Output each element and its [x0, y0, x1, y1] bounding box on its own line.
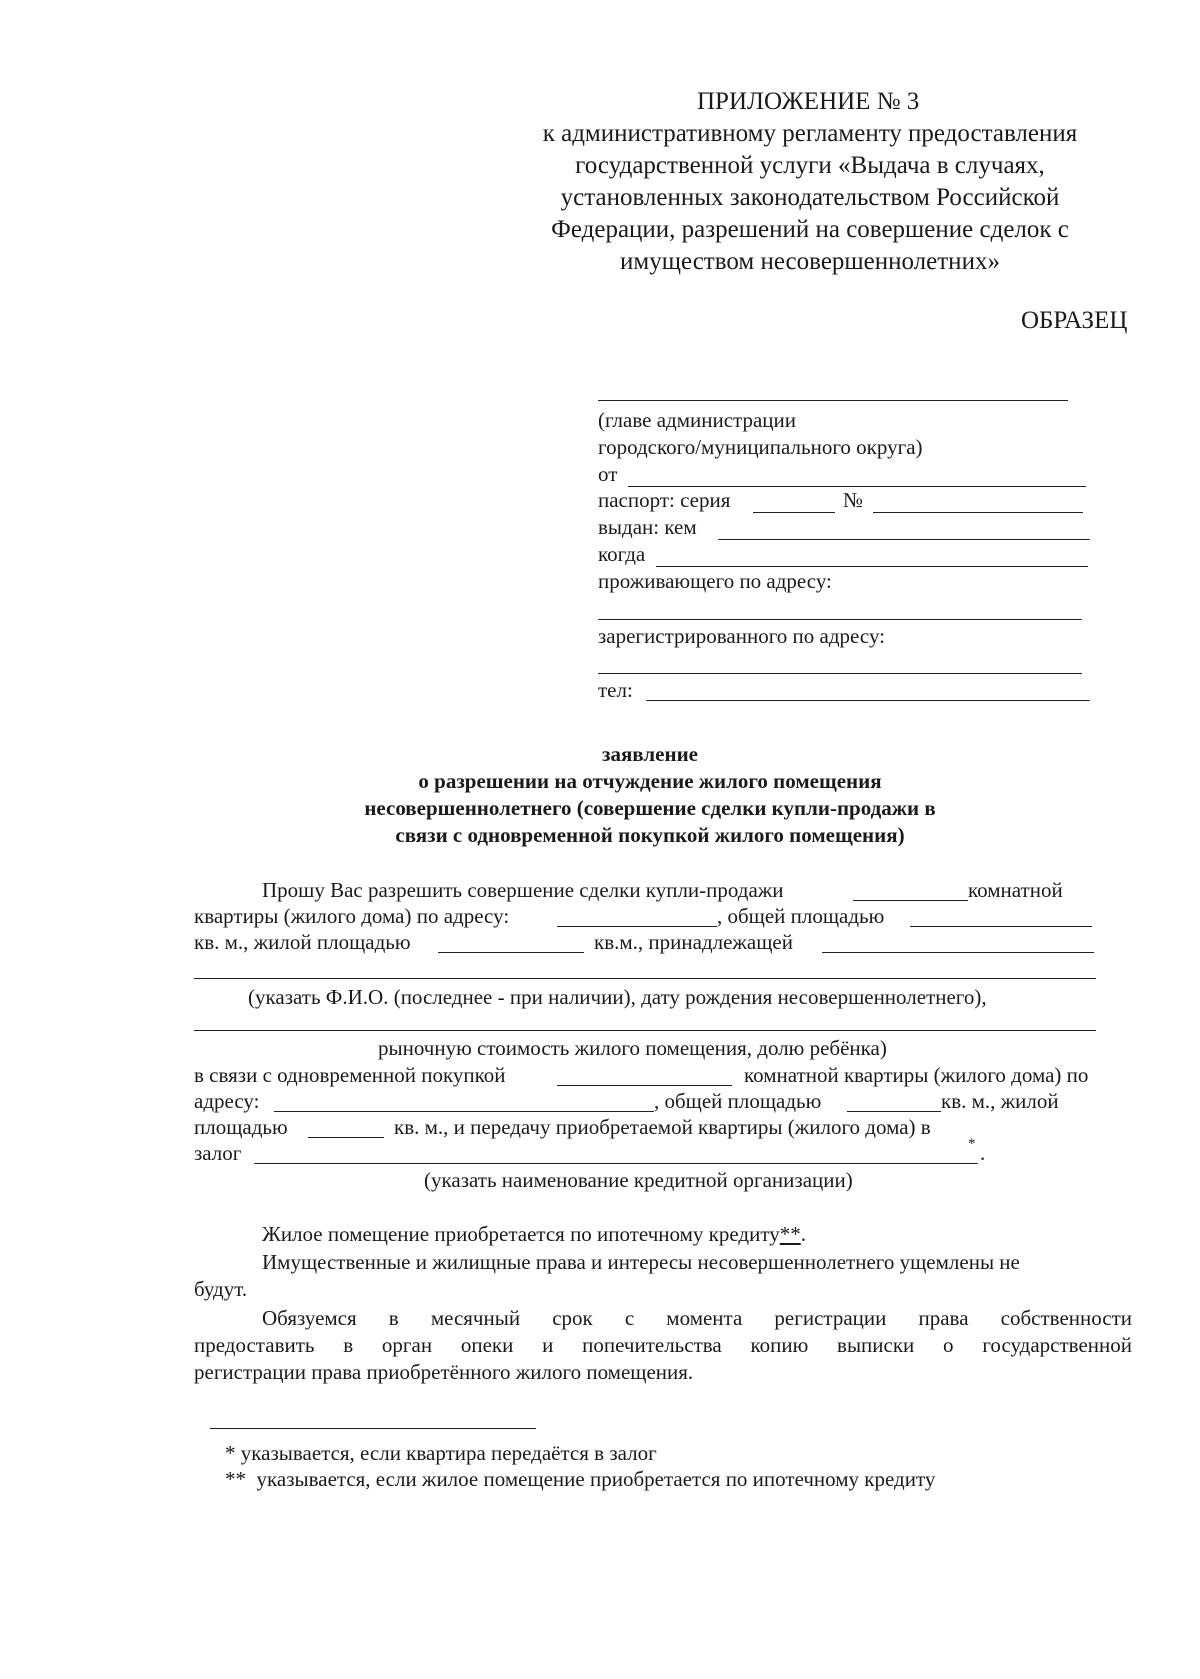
- phone-line: [646, 700, 1090, 701]
- value-hint: рыночную стоимость жилого помещения, долю ребёнка): [378, 1036, 887, 1060]
- footnote-2-text: указывается, если жилое помещение приобретается по ипотечному кредиту: [256, 1467, 936, 1491]
- oblige-line-2: предоставить в орган опеки и попечительства копию выписки о государственной: [194, 1333, 1132, 1357]
- request-text-3a: кв. м., жилой площадью: [194, 930, 411, 954]
- issued-by-line: [718, 539, 1090, 540]
- regulation-line-3: установленных законодательством Российской: [560, 184, 1060, 211]
- pledge-bank-line: [254, 1163, 978, 1164]
- sample-label: ОБРАЗЕЦ: [1021, 307, 1128, 334]
- application-title-word: заявление: [602, 742, 698, 766]
- purchase-rooms-line: [557, 1085, 732, 1086]
- purchase-text-1a: в связи с одновременной покупкой: [194, 1063, 506, 1087]
- residing-address-line: [598, 619, 1082, 620]
- footnote-2-mark: **: [225, 1467, 246, 1491]
- regulation-line-2: государственной услуги «Выдача в случаях,: [575, 152, 1045, 179]
- issued-when-label: когда: [598, 542, 646, 566]
- residing-address-label: проживающего по адресу:: [598, 569, 832, 593]
- purchase-text-2c: кв. м., жилой: [941, 1089, 1059, 1113]
- mortgage-text-main: Жилое помещение приобретается по ипотечному кредиту: [262, 1222, 780, 1246]
- oblige-line-3: регистрации права приобретённого жилого помещения.: [194, 1360, 694, 1384]
- issued-by-label: выдан: кем: [598, 515, 697, 539]
- passport-number-line: [873, 512, 1083, 513]
- footnote-1-text: указывается, если квартира передаётся в залог: [240, 1441, 657, 1465]
- request-text-3b: кв.м., принадлежащей: [594, 930, 793, 954]
- pledge-label: залог: [194, 1141, 242, 1165]
- application-subject-line-1: о разрешении на отчуждение жилого помещения: [418, 769, 882, 793]
- phone-label: тел:: [598, 678, 633, 702]
- pledge-footnote-mark: *: [968, 1136, 976, 1152]
- from-line: [628, 486, 1086, 487]
- footnote-1: [225, 1441, 657, 1466]
- rights-line-1: Имущественные и жилищные права и интересы несовершеннолетнего ущемлены не: [262, 1250, 1020, 1274]
- regulation-line-1: к административному регламенту предоставления: [542, 120, 1078, 147]
- addressee-head-hint-1: (главе администрации: [598, 408, 797, 432]
- purchase-text-3a: площадью: [194, 1115, 288, 1139]
- request-text-1a: Прошу Вас разрешить совершение сделки купли-продажи: [262, 878, 784, 902]
- passport-series-line: [753, 512, 835, 513]
- addressee-head-hint-2: городского/муниципального округа): [598, 435, 923, 459]
- appendix-title: ПРИЛОЖЕНИЕ № 3: [697, 88, 920, 115]
- rooms-count-line: [853, 900, 968, 901]
- footnote-2: [225, 1467, 935, 1492]
- living-area-line: [438, 952, 584, 953]
- application-subject-line-2: несовершеннолетнего (совершение сделки купли-продажи в: [364, 796, 936, 820]
- owner-line-3: [194, 1030, 1096, 1031]
- registered-address-line: [598, 673, 1082, 674]
- purchase-text-2a: адресу:: [194, 1089, 260, 1113]
- regulation-line-4: Федерации, разрешений на совершение сделок с: [551, 216, 1069, 243]
- purchase-living-area-line: [308, 1137, 384, 1138]
- passport-number-label: №: [843, 488, 864, 512]
- mortgage-footnote-mark: **: [779, 1222, 801, 1246]
- purchase-text-2b: , общей площадью: [654, 1089, 822, 1113]
- bank-hint: (указать наименование кредитной организации): [424, 1168, 853, 1192]
- request-text-1b: комнатной: [968, 878, 1063, 902]
- purchase-address-line: [274, 1111, 654, 1112]
- passport-series-label: паспорт: серия: [598, 488, 731, 512]
- owner-line-1: [822, 952, 1094, 953]
- request-text-2b: , общей площадью: [717, 904, 885, 928]
- rights-line-2: будут.: [194, 1277, 248, 1301]
- addressee-head-line: [598, 400, 1068, 401]
- mortgage-period: .: [800, 1222, 806, 1246]
- mortgage-text: [262, 1222, 806, 1247]
- request-text-2a: квартиры (жилого дома) по адресу:: [194, 904, 510, 928]
- purchase-total-area-line: [847, 1111, 941, 1112]
- footnote-1-mark: *: [225, 1441, 236, 1465]
- issued-when-line: [656, 566, 1088, 567]
- application-subject-line-3: связи с одновременной покупкой жилого помещения): [395, 823, 905, 847]
- total-area-line: [910, 926, 1092, 927]
- oblige-line-1: Обязуемся в месячный срок с момента регистрации права собственности: [262, 1306, 1132, 1330]
- regulation-line-5: имуществом несовершеннолетних»: [620, 248, 1000, 275]
- footnote-separator: [210, 1428, 536, 1429]
- purchase-text-1b: комнатной квартиры (жилого дома) по: [744, 1063, 1089, 1087]
- person-hint: (указать Ф.И.О. (последнее - при наличии), дату рождения несовершеннолетнего),: [248, 985, 987, 1009]
- pledge-period: .: [980, 1141, 986, 1165]
- property-address-line: [557, 926, 717, 927]
- owner-line-2: [194, 978, 1096, 979]
- purchase-text-3b: кв. м., и передачу приобретаемой квартиры (жилого дома) в: [394, 1115, 931, 1139]
- from-label: от: [598, 462, 618, 486]
- registered-address-label: зарегистрированного по адресу:: [598, 624, 885, 648]
